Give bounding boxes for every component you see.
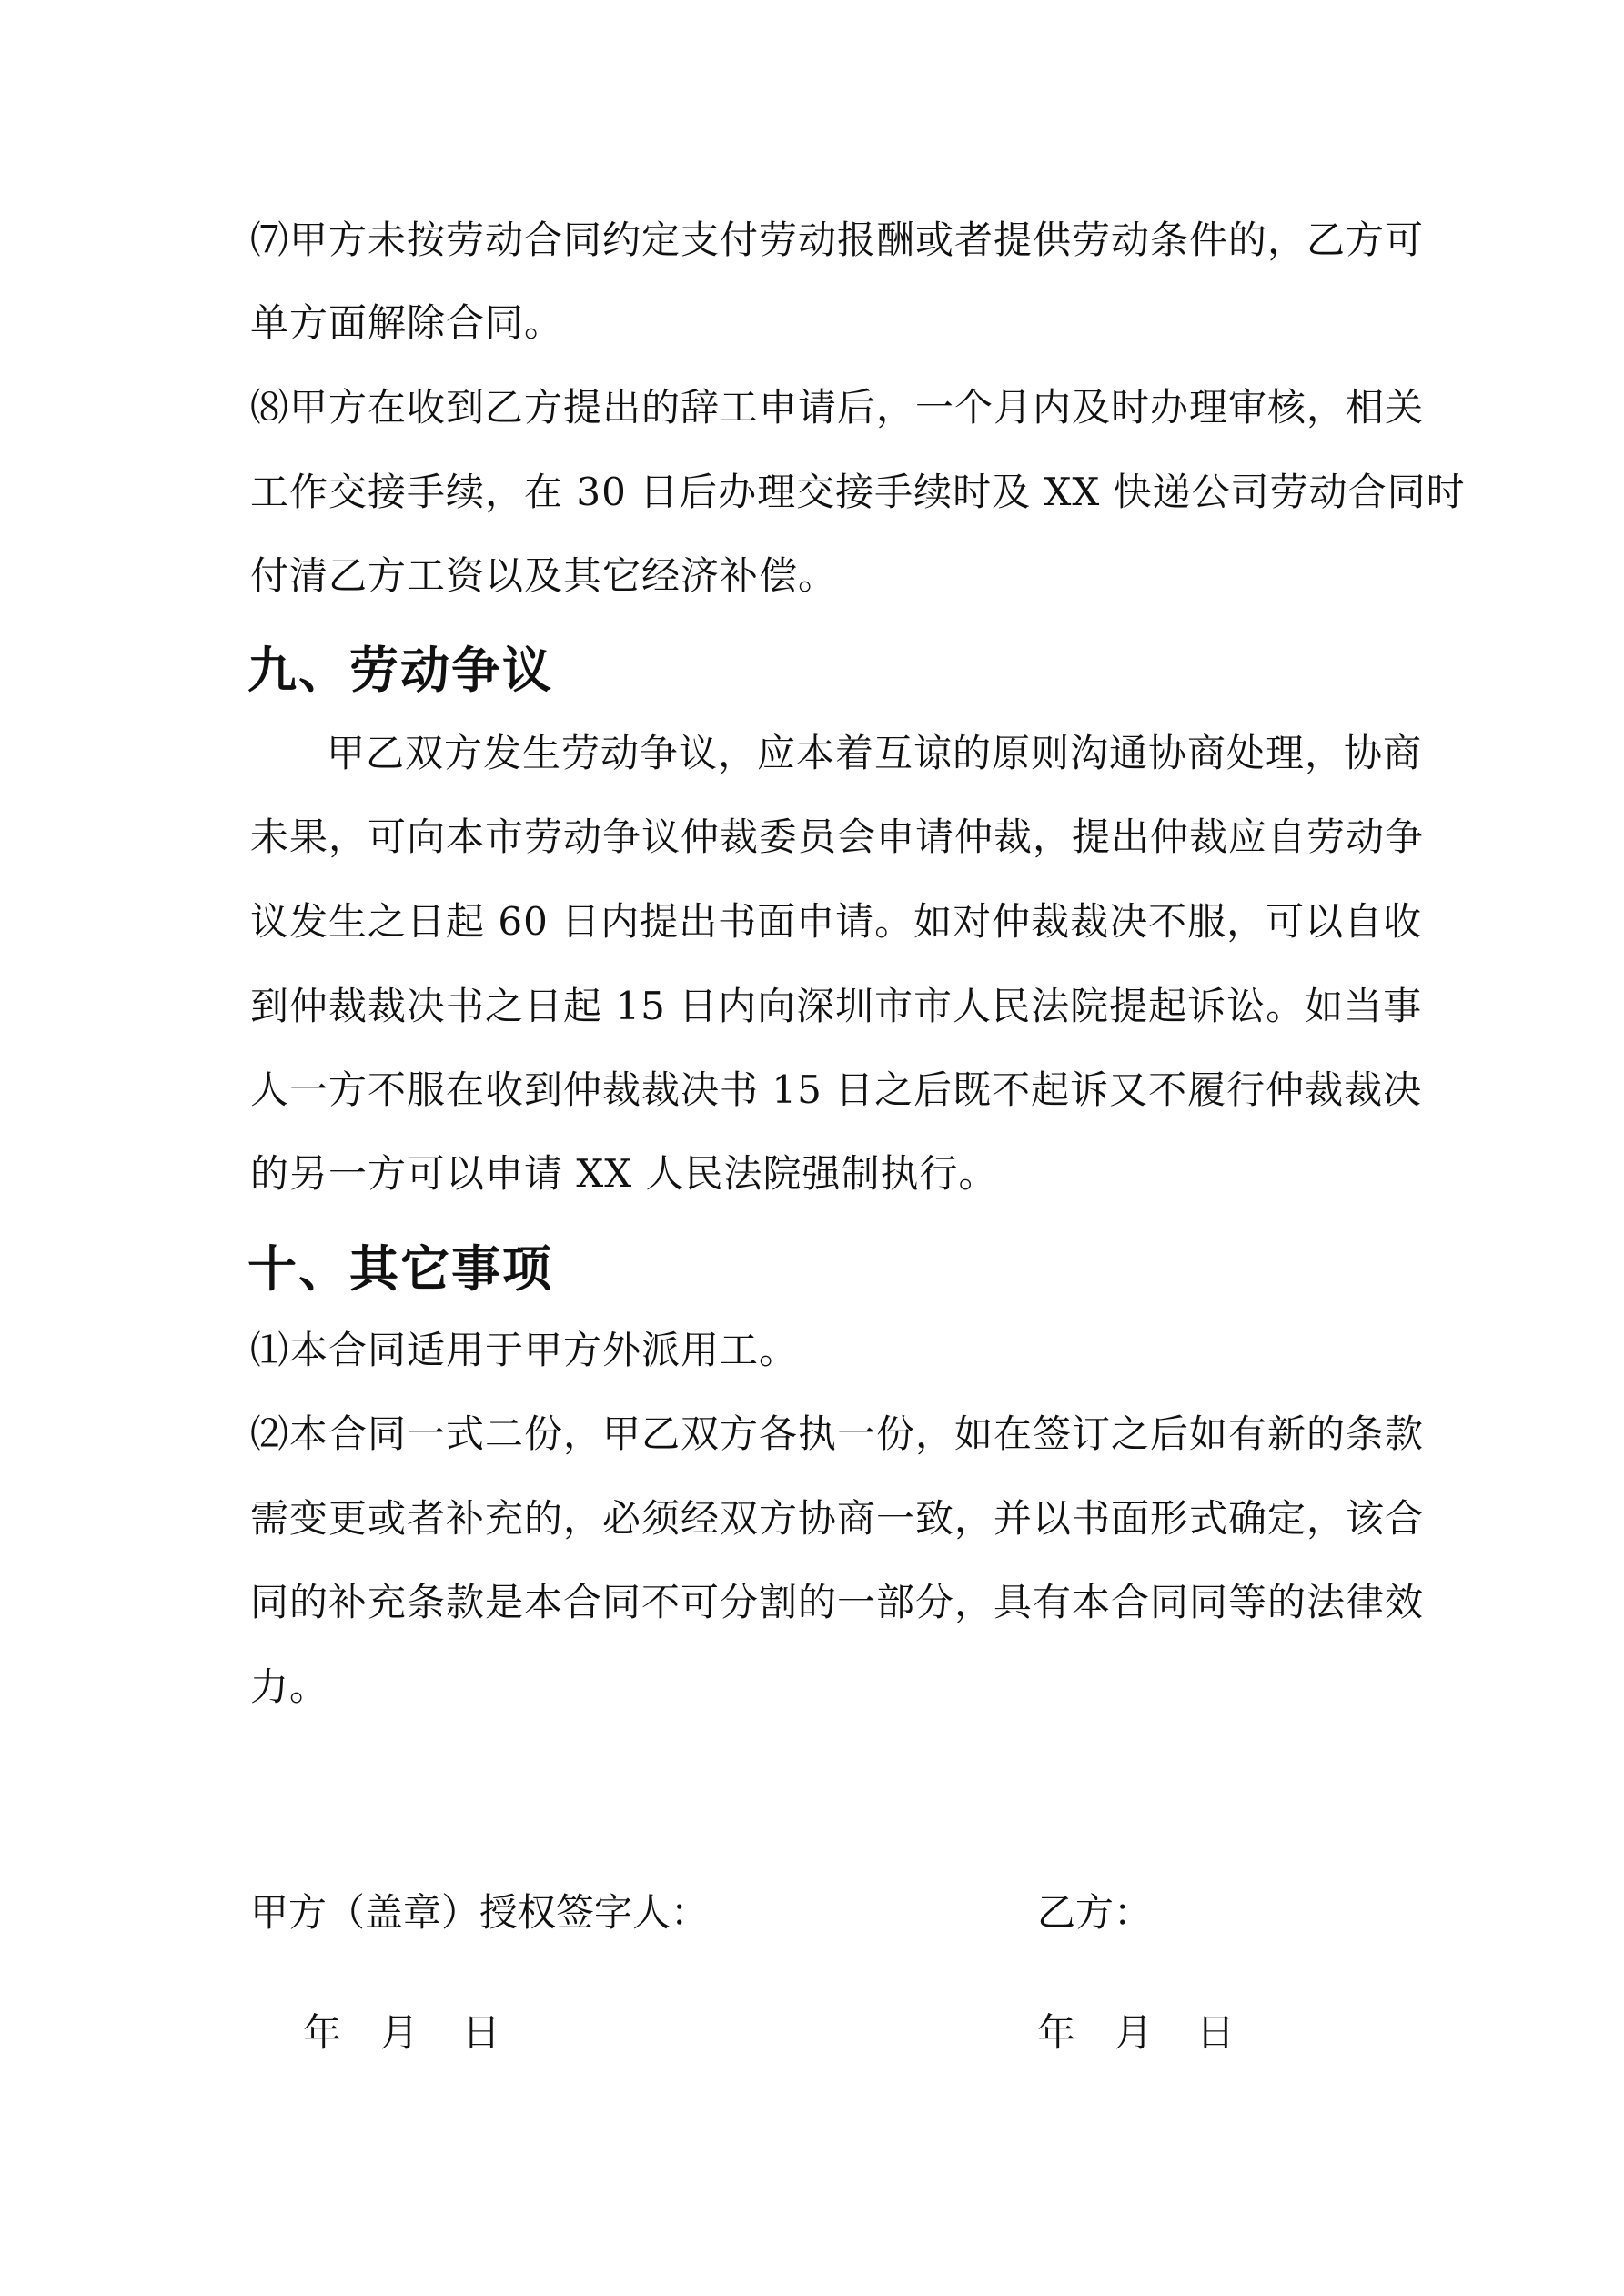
party-b-date-day: 日: [1196, 2010, 1236, 2055]
section-10-item-2-line-1: ⑵本合同一式二份，甲乙双方各执一份，如在签订之后如有新的条款: [250, 1411, 1425, 1456]
section-10-item-2-line-2: 需变更或者补充的，必须经双方协商一致，并以书面形式确定，该合: [250, 1496, 1425, 1541]
section-9-line-4: 到仲裁裁决书之日起 15 日内向深圳市市人民法院提起诉讼。如当事: [250, 984, 1423, 1028]
section-9-line-3: 议发生之日起 60 日内提出书面申请。如对仲裁裁决不服，可以自收: [250, 899, 1423, 944]
clause-7-line-2: 单方面解除合同。: [250, 300, 564, 345]
section-9-line-6: 的另一方可以申请 XX 人民法院强制执行。: [250, 1151, 998, 1196]
clause-8-line-3: 付清乙方工资以及其它经济补偿。: [250, 553, 838, 598]
clause-8-line-1: ⑻甲方在收到乙方提出的辞工申请后，一个月内及时办理审核，相关: [250, 385, 1425, 430]
party-b-signature-label: 乙方：: [1037, 1890, 1153, 1935]
party-a-date-year: 年: [303, 2010, 342, 2055]
section-10-item-2-line-3: 同的补充条款是本合同不可分割的一部分，具有本合同同等的法律效: [250, 1580, 1425, 1624]
section-10-item-2-line-4: 力。: [250, 1664, 329, 1709]
party-a-signature-label: 甲方（盖章）授权签字人：: [250, 1890, 710, 1935]
clause-7-line-1: ⑺甲方未按劳动合同约定支付劳动报酬或者提供劳动条件的，乙方可: [250, 217, 1425, 262]
party-b-date-year: 年: [1037, 2010, 1076, 2055]
section-9-line-1: 甲乙双方发生劳动争议，应本着互谅的原则沟通协商处理，协商: [327, 731, 1423, 775]
party-b-date-month: 月: [1115, 2010, 1154, 2055]
clause-8-line-2: 工作交接手续，在 30 日后办理交接手续时及 XX 快递公司劳动合同时: [250, 470, 1466, 514]
section-9-line-2: 未果，可向本市劳动争议仲裁委员会申请仲裁，提出仲裁应自劳动争: [250, 814, 1425, 859]
party-a-date-month: 月: [380, 2010, 419, 2055]
section-10-title: 十、其它事项: [247, 1240, 553, 1298]
section-9-line-5: 人一方不服在收到仲裁裁决书 15 日之后既不起诉又不履行仲裁裁决: [250, 1067, 1423, 1112]
party-a-date-day: 日: [462, 2010, 501, 2055]
section-9-title: 九、劳动争议: [247, 642, 553, 699]
section-10-item-1: ⑴本合同适用于甲方外派用工。: [250, 1328, 799, 1372]
